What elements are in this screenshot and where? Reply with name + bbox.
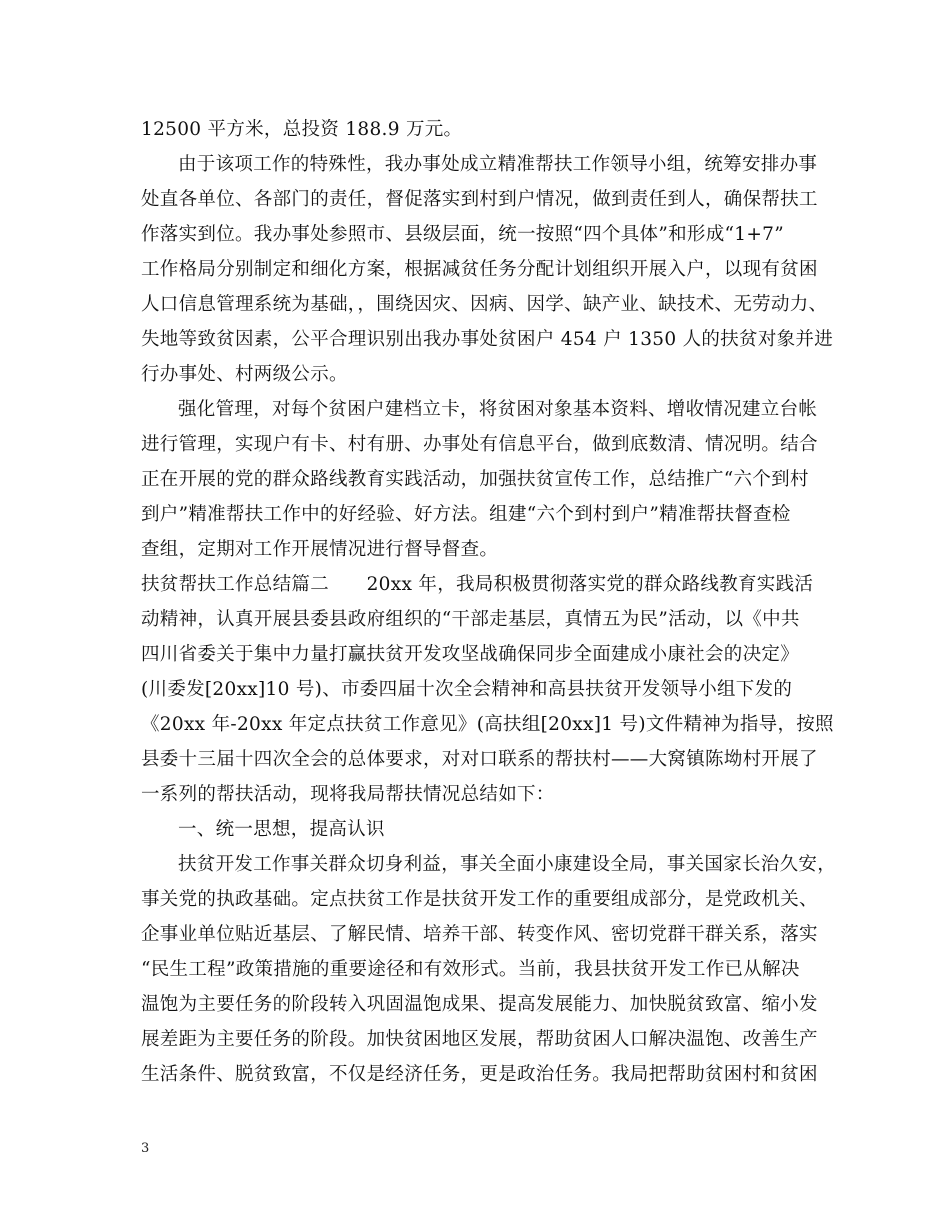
text-line: 动精神，认真开展县委县政府组织的“干部走基层，真情五为民”活动，以《中共 bbox=[141, 609, 800, 630]
text-line: 县委十三届十四次全会的总体要求，对对口联系的帮扶村——大窝镇陈坳村开展了 bbox=[141, 749, 818, 770]
text-line: 展差距为主要任务的阶段。加快贫困地区发展，帮助贫困人口解决温饱、改善生产 bbox=[141, 1029, 818, 1050]
text-line: 查组，定期对工作开展情况进行督导督查。 bbox=[141, 539, 499, 560]
text-line: “民生工程”政策措施的重要途径和有效形式。当前，我县扶贫开发工作已从解决 bbox=[141, 959, 800, 980]
text-line: 进行管理，实现户有卡、村有册、办事处有信息平台，做到底数清、情况明。结合 bbox=[141, 434, 818, 455]
text-line: (川委发[20xx]10 号)、市委四届十次全会精神和高县扶贫开发领导小组下发的 bbox=[141, 679, 793, 700]
text-line: 《20xx 年-20xx 年定点扶贫工作意见》(高扶组[20xx]1 号)文件精神为指导，按照 bbox=[141, 714, 834, 735]
text-line: 处直各单位、各部门的责任，督促落实到村到户情况，做到责任到人，确保帮扶工 bbox=[141, 189, 818, 210]
text-line: 到户”精准帮扶工作中的好经验、好方法。组建“六个到村到户”精准帮扶督查检 bbox=[141, 504, 791, 525]
text-line: 作落实到位。我办事处参照市、县级层面，统一按照“四个具体”和形成“1+7” bbox=[141, 224, 784, 245]
text-line: 人口信息管理系统为基础，，围绕因灾、因病、因学、缺产业、缺技术、无劳动力、 bbox=[141, 294, 828, 315]
text-line: 扶贫帮扶工作总结篇二 20xx 年，我局积极贯彻落实党的群众路线教育实践活 bbox=[141, 574, 814, 595]
page-number: 3 bbox=[141, 1141, 150, 1156]
text-line: 失地等致贫因素，公平合理识别出我办事处贫困户 454 户 1350 人的扶贫对象并进 bbox=[141, 329, 834, 350]
text-line: 行办事处、村两级公示。 bbox=[141, 364, 348, 385]
text-line: 强化管理，对每个贫困户建档立卡，将贫困对象基本资料、增收情况建立台帐 bbox=[178, 399, 818, 420]
text-line: 扶贫开发工作事关群众切身利益，事关全面小康建设全局，事关国家长治久安， bbox=[178, 854, 837, 875]
text-line: 正在开展的党的群众路线教育实践活动，加强扶贫宣传工作，总结推广“六个到村 bbox=[141, 469, 809, 490]
text-line: 12500 平方米，总投资 188.9 万元。 bbox=[141, 119, 463, 140]
text-line: 事关党的执政基础。定点扶贫工作是扶贫开发工作的重要组成部分，是党政机关、 bbox=[141, 889, 818, 910]
text-line: 企事业单位贴近基层、了解民情、培养干部、转变作风、密切党群干群关系，落实 bbox=[141, 924, 818, 945]
text-line: 由于该项工作的特殊性，我办事处成立精准帮扶工作领导小组，统筹安排办事 bbox=[178, 154, 818, 175]
text-line: 一系列的帮扶活动，现将我局帮扶情况总结如下： bbox=[141, 784, 555, 805]
text-line: 工作格局分别制定和细化方案，根据减贫任务分配计划组织开展入户，以现有贫困 bbox=[141, 259, 818, 280]
text-line: 生活条件、脱贫致富，不仅是经济任务，更是政治任务。我局把帮助贫困村和贫困 bbox=[141, 1064, 818, 1085]
text-line: 温饱为主要任务的阶段转入巩固温饱成果、提高发展能力、加快脱贫致富、缩小发 bbox=[141, 994, 818, 1015]
section-heading: 一、统一思想，提高认识 bbox=[178, 819, 385, 840]
text-line: 四川省委关于集中力量打赢扶贫开发攻坚战确保同步全面建成小康社会的决定》 bbox=[141, 644, 800, 665]
